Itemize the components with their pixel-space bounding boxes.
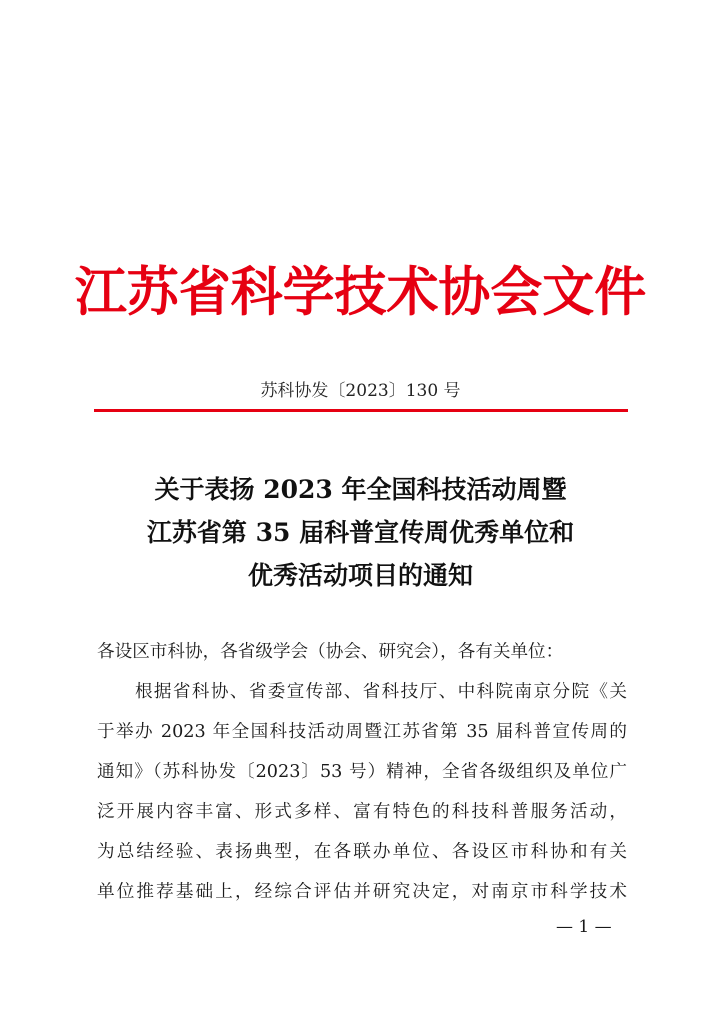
body-line: 为总结经验、表扬典型，在各联办单位、各设区市科协和有关: [97, 842, 627, 862]
body-line: 通知》（苏科协发〔2023〕53 号）精神，全省各级组织及单位广: [97, 762, 627, 782]
body-line: 于举办 2023 年全国科技活动周暨江苏省第 35 届科普宣传周的: [97, 722, 627, 742]
body-line: 泛开展内容丰富、形式多样、富有特色的科技科普服务活动，: [97, 802, 627, 822]
page-number: — 1 —: [556, 917, 612, 937]
red-divider-line: [94, 409, 628, 412]
body-line: 单位推荐基础上，经综合评估并研究决定，对南京市科学技术: [97, 882, 627, 902]
issuer-header-title: 江苏省科学技术协会文件: [74, 261, 647, 323]
notice-title-line: 江苏省第 35 届科普宣传周优秀单位和: [146, 518, 575, 547]
document-number: 苏科协发〔2023〕130 号: [260, 381, 461, 401]
notice-title-line: 优秀活动项目的通知: [247, 561, 473, 590]
notice-title-line: 关于表扬 2023 年全国科技活动周暨: [154, 475, 567, 504]
addressee-line: 各设区市科协，各省级学会（协会、研究会），各有关单位：: [97, 642, 564, 662]
notice-title: [0, 468, 721, 597]
body-line: 根据省科协、省委宣传部、省科技厅、中科院南京分院《关: [97, 682, 627, 702]
notice-body: [97, 632, 627, 912]
